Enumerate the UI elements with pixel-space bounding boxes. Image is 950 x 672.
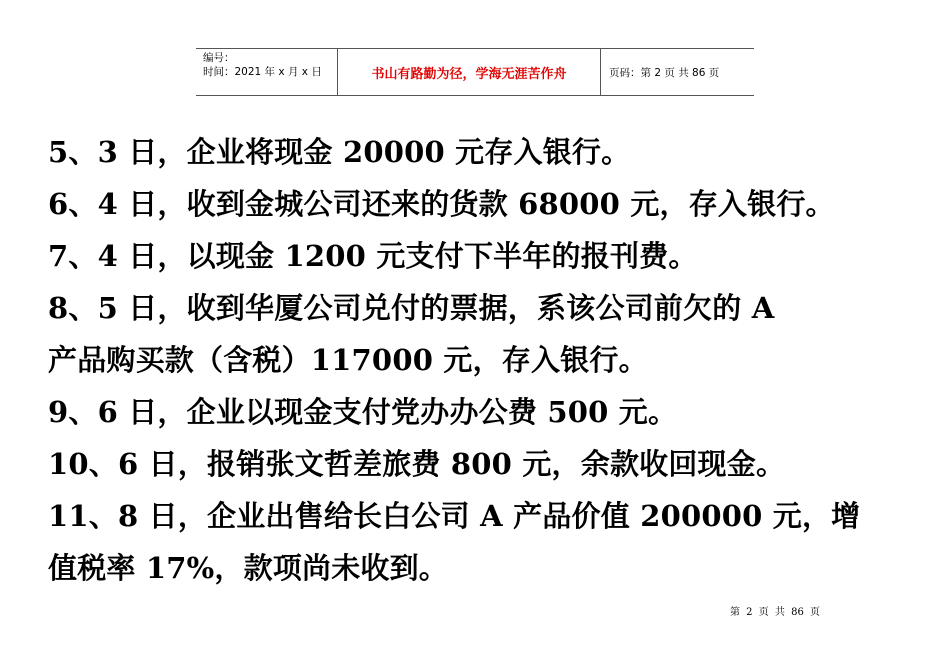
document-body	[48, 126, 910, 594]
page-header	[196, 48, 754, 96]
header-motto: 书山有路勤为径，学海无涯苦作舟	[338, 49, 601, 95]
text-line-2: 6、4 日，收到金城公司还来的货款 68000 元，存入银行。	[48, 187, 835, 221]
text-line-6: 9、6 日，企业以现金支付党办办公费 500 元。	[48, 395, 678, 429]
header-meta	[196, 49, 338, 95]
number-label: 编号：	[203, 52, 235, 64]
time-label: 时间：2021 年 x 月 x 日	[203, 66, 322, 78]
page-footer: 第 2 页 共 86 页	[730, 607, 820, 618]
text-line-8: 11、8 日，企业出售给长白公司 A 产品价值 200000 元，增	[48, 499, 861, 533]
text-line-4: 8、5 日，收到华厦公司兑付的票据，系该公司前欠的 A	[48, 291, 775, 325]
header-page-info: 页码：第 2 页 共 86 页	[609, 66, 720, 79]
text-line-1: 5、3 日，企业将现金 20000 元存入银行。	[48, 135, 631, 169]
text-line-7: 10、6 日，报销张文哲差旅费 800 元，余款收回现金。	[48, 447, 786, 481]
text-line-9: 值税率 17%，款项尚未收到。	[48, 551, 449, 585]
text-line-5: 产品购买款（含税）117000 元，存入银行。	[48, 343, 648, 377]
text-line-3: 7、4 日，以现金 1200 元支付下半年的报刊费。	[48, 239, 698, 273]
